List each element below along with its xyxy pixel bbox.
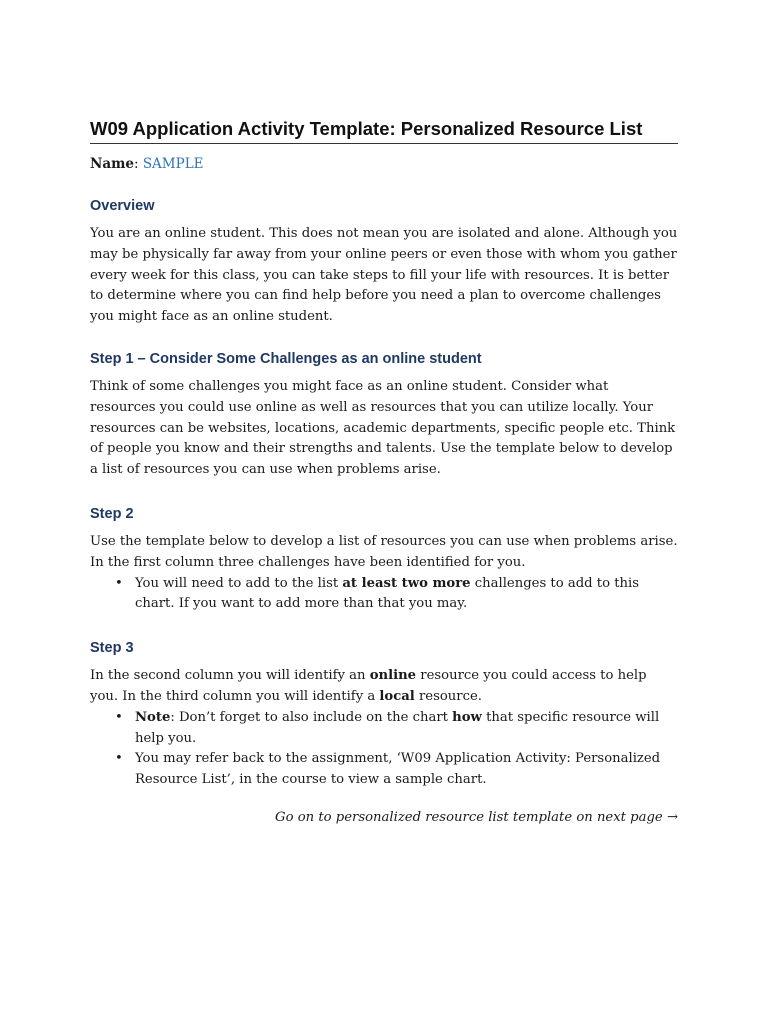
name-value: SAMPLE xyxy=(142,156,204,172)
next-page-note xyxy=(90,810,678,825)
next-page-text: Go on to personalized resource list template on next page xyxy=(275,809,663,825)
step2-bullet: • You will need to add to the list at least two more challenges to add to this chart. If you want to add more than that you may. xyxy=(135,574,678,616)
overview-heading: Overview xyxy=(90,198,155,214)
name-label: Name xyxy=(90,156,134,172)
step1-text: Think of some challenges you might face as an online student. Consider what resources you could use online as well as resources that you can utilize locally. Your resources can be websites, locations, academic departments, specific people etc. Think of people you know and their strengths and talents. Use the template below to develop a list of resources you can use when problems arise. xyxy=(90,378,676,478)
step3-bullet-note: • Note: Don’t forget to also include on the chart how that specific resource will help you. xyxy=(135,708,678,750)
step3-text: In the second column you will identify an online resource you could access to help you. In the third column you will identify a local resource. xyxy=(90,668,647,704)
step3-bullet-refer: • You may refer back to the assignment, ‘W09 Application Activity: Personalized Resource List’, in the course to view a sample chart. xyxy=(135,749,678,791)
step3-bullets xyxy=(90,708,678,791)
document-page xyxy=(90,118,678,825)
overview-text: You are an online student. This does not mean you are isolated and alone. Although you may be physically far away from your online peers or even those with whom you gather every week for this class, you can take steps to fill your life with resources. It is better to determine where you can find help before you need a plan to overcome challenges you might face as an online student. xyxy=(90,226,678,325)
step2-text: Use the template below to develop a list of resources you can use when problems arise. In the first column three challenges have been identified for you. xyxy=(90,533,678,570)
name-line: Name: SAMPLE xyxy=(90,156,204,172)
step2-bullets xyxy=(90,574,678,616)
step3-heading: Step 3 xyxy=(90,640,134,657)
document-title: W09 Application Activity Template: Personalized Resource List xyxy=(90,118,678,144)
step1-heading: Step 1 – Consider Some Challenges as an online student xyxy=(90,350,482,367)
arrow-right-icon: → xyxy=(666,809,678,825)
step2-heading: Step 2 xyxy=(90,505,134,522)
